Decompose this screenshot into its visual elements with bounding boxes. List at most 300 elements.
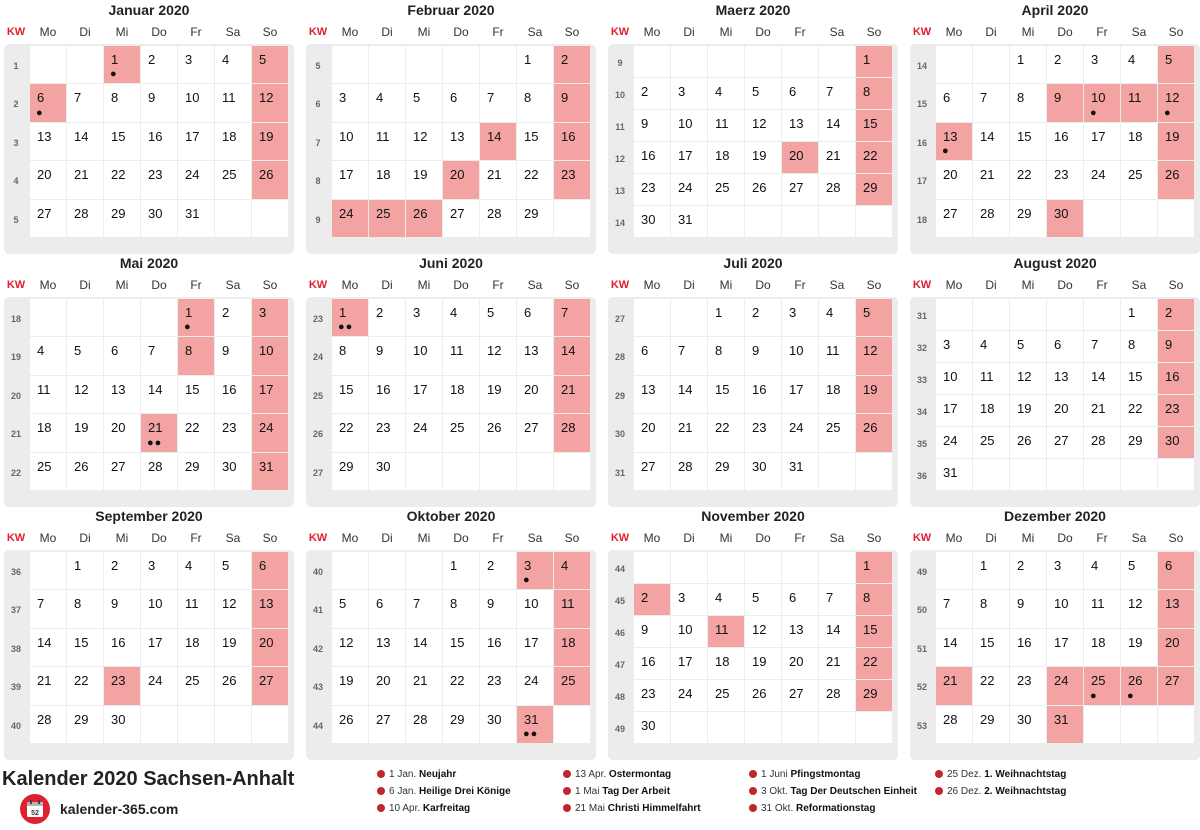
day-cell[interactable]: 8 [1010, 84, 1046, 121]
day-cell[interactable]: 21 [819, 648, 855, 679]
day-cell[interactable]: 8 [443, 590, 479, 627]
day-cell[interactable]: 24 [141, 667, 177, 704]
day-cell[interactable]: 7 [936, 590, 972, 627]
day-cell[interactable]: 6 [1158, 552, 1194, 589]
day-cell[interactable]: 18 [708, 142, 744, 173]
day-cell[interactable]: 22 [517, 161, 553, 198]
day-cell[interactable]: 4 [819, 299, 855, 336]
day-cell[interactable]: 9 [1158, 331, 1194, 362]
day-cell[interactable]: 19 [67, 414, 103, 451]
day-cell[interactable]: 16 [1158, 363, 1194, 394]
day-cell[interactable]: 7 [1084, 331, 1120, 362]
day-cell[interactable]: 29 [973, 706, 1009, 743]
day-cell[interactable]: 23 [480, 667, 516, 704]
day-cell[interactable]: 30 [634, 712, 670, 743]
day-cell[interactable]: 19 [332, 667, 368, 704]
day-cell[interactable]: 14 [141, 376, 177, 413]
day-cell[interactable]: 9 [745, 337, 781, 374]
day-cell[interactable]: 19 [1010, 395, 1046, 426]
day-cell[interactable]: 16 [634, 648, 670, 679]
day-cell[interactable]: 19 [1121, 629, 1157, 666]
day-cell[interactable]: 23 [141, 161, 177, 198]
day-cell[interactable]: 8 [856, 78, 892, 109]
day-cell[interactable]: 18 [819, 376, 855, 413]
day-cell[interactable]: 28 [936, 706, 972, 743]
day-cell[interactable]: 27 [1158, 667, 1194, 704]
day-cell[interactable]: 24 [671, 174, 707, 205]
day-cell[interactable]: 11 [973, 363, 1009, 394]
day-cell[interactable]: 26 ● [1121, 667, 1157, 704]
day-cell[interactable]: 5 [252, 46, 288, 83]
day-cell[interactable]: 17 [671, 142, 707, 173]
day-cell[interactable]: 2 [104, 552, 140, 589]
day-cell[interactable]: 2 [554, 46, 590, 83]
day-cell[interactable]: 21 [480, 161, 516, 198]
day-cell[interactable]: 10 [141, 590, 177, 627]
day-cell[interactable]: 9 [554, 84, 590, 121]
day-cell[interactable]: 29 [178, 453, 214, 490]
day-cell[interactable]: 15 [178, 376, 214, 413]
day-cell[interactable]: 12 [745, 110, 781, 141]
day-cell[interactable]: 29 [1010, 200, 1046, 237]
day-cell[interactable]: 5 [67, 337, 103, 374]
day-cell[interactable]: 10 [671, 110, 707, 141]
day-cell[interactable]: 8 [104, 84, 140, 121]
day-cell[interactable]: 2 [215, 299, 251, 336]
day-cell[interactable]: 13 [517, 337, 553, 374]
day-cell[interactable]: 27 [369, 706, 405, 743]
day-cell[interactable]: 29 [1121, 427, 1157, 458]
day-cell[interactable]: 31 [178, 200, 214, 237]
day-cell[interactable]: 20 [634, 414, 670, 451]
day-cell[interactable]: 28 [671, 453, 707, 490]
day-cell[interactable]: 16 [215, 376, 251, 413]
day-cell[interactable]: 12 ● [1158, 84, 1194, 121]
day-cell[interactable]: 19 [856, 376, 892, 413]
day-cell[interactable]: 20 [252, 629, 288, 666]
day-cell[interactable]: 6 [104, 337, 140, 374]
day-cell[interactable]: 17 [178, 123, 214, 160]
day-cell[interactable]: 20 [936, 161, 972, 198]
day-cell[interactable]: 11 [819, 337, 855, 374]
day-cell[interactable]: 22 [1121, 395, 1157, 426]
day-cell[interactable]: 23 [1158, 395, 1194, 426]
day-cell[interactable]: 28 [406, 706, 442, 743]
day-cell[interactable]: 28 [819, 680, 855, 711]
day-cell[interactable]: 21 [30, 667, 66, 704]
day-cell[interactable]: 27 [634, 453, 670, 490]
day-cell[interactable]: 14 [406, 629, 442, 666]
day-cell[interactable]: 17 [332, 161, 368, 198]
day-cell[interactable]: 28 [30, 706, 66, 743]
day-cell[interactable]: 17 [252, 376, 288, 413]
day-cell[interactable]: 10 [1047, 590, 1083, 627]
day-cell[interactable]: 21 [1084, 395, 1120, 426]
day-cell[interactable]: 28 [973, 200, 1009, 237]
day-cell[interactable]: 11 [369, 123, 405, 160]
day-cell[interactable]: 26 [745, 680, 781, 711]
day-cell[interactable]: 1 [1010, 46, 1046, 83]
day-cell[interactable]: 6 [517, 299, 553, 336]
day-cell[interactable]: 13 ● [936, 123, 972, 160]
day-cell[interactable]: 7 [67, 84, 103, 121]
day-cell[interactable]: 24 [782, 414, 818, 451]
day-cell[interactable]: 16 [369, 376, 405, 413]
day-cell[interactable]: 13 [782, 616, 818, 647]
day-cell[interactable]: 12 [745, 616, 781, 647]
day-cell[interactable]: 30 [1047, 200, 1083, 237]
day-cell[interactable]: 22 [1010, 161, 1046, 198]
day-cell[interactable]: 10 [252, 337, 288, 374]
day-cell[interactable]: 26 [215, 667, 251, 704]
day-cell[interactable]: 25 [708, 174, 744, 205]
day-cell[interactable]: 4 [973, 331, 1009, 362]
day-cell[interactable]: 4 [708, 78, 744, 109]
day-cell[interactable]: 20 [1158, 629, 1194, 666]
day-cell[interactable]: 17 [671, 648, 707, 679]
day-cell[interactable]: 4 [554, 552, 590, 589]
day-cell[interactable]: 18 [1084, 629, 1120, 666]
day-cell[interactable]: 12 [1010, 363, 1046, 394]
day-cell[interactable]: 17 [406, 376, 442, 413]
day-cell[interactable]: 13 [104, 376, 140, 413]
day-cell[interactable]: 30 [1158, 427, 1194, 458]
day-cell[interactable]: 9 [634, 616, 670, 647]
day-cell[interactable]: 15 [973, 629, 1009, 666]
day-cell[interactable]: 17 [141, 629, 177, 666]
day-cell[interactable]: 2 [480, 552, 516, 589]
day-cell[interactable]: 19 [406, 161, 442, 198]
day-cell[interactable]: 8 [178, 337, 214, 374]
day-cell[interactable]: 7 [671, 337, 707, 374]
day-cell[interactable]: 12 [480, 337, 516, 374]
day-cell[interactable]: 26 [332, 706, 368, 743]
day-cell[interactable]: 22 [973, 667, 1009, 704]
day-cell[interactable]: 8 [708, 337, 744, 374]
day-cell[interactable]: 25 ● [1084, 667, 1120, 704]
day-cell[interactable]: 30 [1010, 706, 1046, 743]
day-cell[interactable]: 4 [30, 337, 66, 374]
day-cell[interactable]: 25 [1121, 161, 1157, 198]
day-cell[interactable]: 16 [1010, 629, 1046, 666]
day-cell[interactable]: 7 [406, 590, 442, 627]
day-cell[interactable]: 18 [1121, 123, 1157, 160]
day-cell[interactable]: 18 [973, 395, 1009, 426]
day-cell[interactable]: 14 [480, 123, 516, 160]
day-cell[interactable]: 24 [1047, 667, 1083, 704]
day-cell[interactable]: 7 [30, 590, 66, 627]
day-cell[interactable]: 1 ● [178, 299, 214, 336]
day-cell[interactable]: 6 [1047, 331, 1083, 362]
day-cell[interactable]: 1 [856, 552, 892, 583]
day-cell[interactable]: 5 [215, 552, 251, 589]
day-cell[interactable]: 4 [443, 299, 479, 336]
day-cell[interactable]: 11 [1084, 590, 1120, 627]
day-cell[interactable]: 2 [141, 46, 177, 83]
day-cell[interactable]: 5 [1121, 552, 1157, 589]
day-cell[interactable]: 6 [936, 84, 972, 121]
day-cell[interactable]: 13 [782, 110, 818, 141]
day-cell[interactable]: 12 [252, 84, 288, 121]
day-cell[interactable]: 15 [104, 123, 140, 160]
day-cell[interactable]: 26 [480, 414, 516, 451]
day-cell[interactable]: 29 [517, 200, 553, 237]
day-cell[interactable]: 15 [856, 110, 892, 141]
day-cell[interactable]: 18 [708, 648, 744, 679]
day-cell[interactable]: 16 [554, 123, 590, 160]
day-cell[interactable]: 12 [67, 376, 103, 413]
day-cell[interactable]: 3 [406, 299, 442, 336]
day-cell[interactable]: 30 [104, 706, 140, 743]
day-cell[interactable]: 27 [252, 667, 288, 704]
day-cell[interactable]: 21 [67, 161, 103, 198]
day-cell[interactable]: 3 [178, 46, 214, 83]
day-cell[interactable]: 9 [215, 337, 251, 374]
day-cell[interactable]: 29 [104, 200, 140, 237]
day-cell[interactable]: 15 [443, 629, 479, 666]
day-cell[interactable]: 3 [1047, 552, 1083, 589]
day-cell[interactable]: 19 [480, 376, 516, 413]
day-cell[interactable]: 25 [443, 414, 479, 451]
day-cell[interactable]: 9 [1047, 84, 1083, 121]
day-cell[interactable]: 28 [1084, 427, 1120, 458]
day-cell[interactable]: 13 [443, 123, 479, 160]
day-cell[interactable]: 2 [1047, 46, 1083, 83]
day-cell[interactable]: 29 [443, 706, 479, 743]
day-cell[interactable]: 8 [856, 584, 892, 615]
day-cell[interactable]: 24 [178, 161, 214, 198]
day-cell[interactable]: 14 [973, 123, 1009, 160]
day-cell[interactable]: 20 [782, 648, 818, 679]
day-cell[interactable]: 25 [973, 427, 1009, 458]
day-cell[interactable]: 19 [252, 123, 288, 160]
day-cell[interactable]: 21 [554, 376, 590, 413]
day-cell[interactable]: 20 [369, 667, 405, 704]
day-cell[interactable]: 13 [369, 629, 405, 666]
day-cell[interactable]: 7 [141, 337, 177, 374]
day-cell[interactable]: 10 [332, 123, 368, 160]
day-cell[interactable]: 16 [104, 629, 140, 666]
day-cell[interactable]: 26 [1010, 427, 1046, 458]
day-cell[interactable]: 6 [782, 78, 818, 109]
day-cell[interactable]: 23 [104, 667, 140, 704]
day-cell[interactable]: 1 [1121, 299, 1157, 330]
day-cell[interactable]: 27 [1047, 427, 1083, 458]
day-cell[interactable]: 24 [1084, 161, 1120, 198]
day-cell[interactable]: 6 [634, 337, 670, 374]
day-cell[interactable]: 31 [671, 206, 707, 237]
day-cell[interactable]: 1 [856, 46, 892, 77]
day-cell[interactable]: 3 [141, 552, 177, 589]
day-cell[interactable]: 21 [936, 667, 972, 704]
day-cell[interactable]: 28 [480, 200, 516, 237]
day-cell[interactable]: 8 [332, 337, 368, 374]
day-cell[interactable]: 30 [141, 200, 177, 237]
day-cell[interactable]: 10 [178, 84, 214, 121]
day-cell[interactable]: 16 [1047, 123, 1083, 160]
day-cell[interactable]: 3 [782, 299, 818, 336]
day-cell[interactable]: 15 [1010, 123, 1046, 160]
day-cell[interactable]: 14 [819, 110, 855, 141]
day-cell[interactable]: 6 [369, 590, 405, 627]
day-cell[interactable]: 5 [480, 299, 516, 336]
day-cell[interactable]: 1 [708, 299, 744, 336]
day-cell[interactable]: 23 [1047, 161, 1083, 198]
day-cell[interactable]: 2 [1158, 299, 1194, 330]
day-cell[interactable]: 2 [1010, 552, 1046, 589]
day-cell[interactable]: 4 [708, 584, 744, 615]
day-cell[interactable]: 28 [141, 453, 177, 490]
day-cell[interactable]: 9 [141, 84, 177, 121]
day-cell[interactable]: 1 ● [104, 46, 140, 83]
day-cell[interactable]: 26 [856, 414, 892, 451]
day-cell[interactable]: 3 [332, 84, 368, 121]
day-cell[interactable]: 3 [671, 78, 707, 109]
day-cell[interactable]: 4 [215, 46, 251, 83]
day-cell[interactable]: 15 [517, 123, 553, 160]
day-cell[interactable]: 20 [443, 161, 479, 198]
day-cell[interactable]: 22 [708, 414, 744, 451]
day-cell[interactable]: 5 [856, 299, 892, 336]
day-cell[interactable]: 30 [634, 206, 670, 237]
day-cell[interactable]: 1 [517, 46, 553, 83]
day-cell[interactable]: 18 [443, 376, 479, 413]
day-cell[interactable]: 10 [517, 590, 553, 627]
day-cell[interactable]: 21 [973, 161, 1009, 198]
day-cell[interactable]: 7 [819, 78, 855, 109]
day-cell[interactable]: 14 [554, 337, 590, 374]
day-cell[interactable]: 19 [745, 648, 781, 679]
day-cell[interactable]: 11 [554, 590, 590, 627]
day-cell[interactable]: 18 [369, 161, 405, 198]
day-cell[interactable]: 27 [936, 200, 972, 237]
day-cell[interactable]: 16 [141, 123, 177, 160]
day-cell[interactable]: 4 [178, 552, 214, 589]
day-cell[interactable]: 21 [406, 667, 442, 704]
day-cell[interactable]: 27 [782, 680, 818, 711]
day-cell[interactable]: 14 [671, 376, 707, 413]
day-cell[interactable]: 2 [634, 78, 670, 109]
day-cell[interactable]: 4 [1084, 552, 1120, 589]
day-cell[interactable]: 6 ● [30, 84, 66, 121]
day-cell[interactable]: 22 [856, 648, 892, 679]
day-cell[interactable]: 12 [332, 629, 368, 666]
day-cell[interactable]: 19 [745, 142, 781, 173]
day-cell[interactable]: 14 [1084, 363, 1120, 394]
day-cell[interactable]: 23 [554, 161, 590, 198]
day-cell[interactable]: 4 [1121, 46, 1157, 83]
day-cell[interactable]: 18 [30, 414, 66, 451]
day-cell[interactable]: 20 [782, 142, 818, 173]
day-cell[interactable]: 5 [332, 590, 368, 627]
day-cell[interactable]: 30 [745, 453, 781, 490]
day-cell[interactable]: 13 [252, 590, 288, 627]
day-cell[interactable]: 11 [215, 84, 251, 121]
day-cell[interactable]: 24 [671, 680, 707, 711]
day-cell[interactable]: 17 [1047, 629, 1083, 666]
day-cell[interactable]: 25 [554, 667, 590, 704]
day-cell[interactable]: 26 [67, 453, 103, 490]
day-cell[interactable]: 25 [30, 453, 66, 490]
day-cell[interactable]: 10 [936, 363, 972, 394]
day-cell[interactable]: 22 [178, 414, 214, 451]
day-cell[interactable]: 28 [554, 414, 590, 451]
day-cell[interactable]: 5 [406, 84, 442, 121]
day-cell[interactable]: 23 [745, 414, 781, 451]
day-cell[interactable]: 28 [67, 200, 103, 237]
day-cell[interactable]: 5 [1158, 46, 1194, 83]
day-cell[interactable]: 29 [332, 453, 368, 490]
day-cell[interactable]: 12 [406, 123, 442, 160]
day-cell[interactable]: 8 [973, 590, 1009, 627]
day-cell[interactable]: 25 [369, 200, 405, 237]
day-cell[interactable]: 3 [936, 331, 972, 362]
day-cell[interactable]: 16 [634, 142, 670, 173]
day-cell[interactable]: 25 [178, 667, 214, 704]
day-cell[interactable]: 16 [745, 376, 781, 413]
day-cell[interactable]: 2 [634, 584, 670, 615]
day-cell[interactable]: 1 ●● [332, 299, 368, 336]
day-cell[interactable]: 18 [215, 123, 251, 160]
day-cell[interactable]: 9 [104, 590, 140, 627]
day-cell[interactable]: 8 [67, 590, 103, 627]
day-cell[interactable]: 13 [634, 376, 670, 413]
day-cell[interactable]: 31 [782, 453, 818, 490]
day-cell[interactable]: 20 [30, 161, 66, 198]
day-cell[interactable]: 27 [517, 414, 553, 451]
day-cell[interactable]: 22 [332, 414, 368, 451]
day-cell[interactable]: 21 [819, 142, 855, 173]
day-cell[interactable]: 12 [856, 337, 892, 374]
day-cell[interactable]: 13 [1158, 590, 1194, 627]
day-cell[interactable]: 11 [708, 110, 744, 141]
day-cell[interactable]: 11 [178, 590, 214, 627]
day-cell[interactable]: 24 [936, 427, 972, 458]
day-cell[interactable]: 25 [819, 414, 855, 451]
day-cell[interactable]: 8 [517, 84, 553, 121]
day-cell[interactable]: 21 ●● [141, 414, 177, 451]
day-cell[interactable]: 11 [708, 616, 744, 647]
day-cell[interactable]: 14 [30, 629, 66, 666]
day-cell[interactable]: 22 [443, 667, 479, 704]
day-cell[interactable]: 18 [554, 629, 590, 666]
day-cell[interactable]: 14 [819, 616, 855, 647]
day-cell[interactable]: 12 [215, 590, 251, 627]
day-cell[interactable]: 5 [745, 78, 781, 109]
day-cell[interactable]: 22 [104, 161, 140, 198]
day-cell[interactable]: 14 [67, 123, 103, 160]
day-cell[interactable]: 24 [252, 414, 288, 451]
day-cell[interactable]: 1 [973, 552, 1009, 589]
day-cell[interactable]: 24 [332, 200, 368, 237]
day-cell[interactable]: 3 [671, 584, 707, 615]
day-cell[interactable]: 5 [1010, 331, 1046, 362]
day-cell[interactable]: 26 [252, 161, 288, 198]
day-cell[interactable]: 17 [936, 395, 972, 426]
day-cell[interactable]: 15 [332, 376, 368, 413]
day-cell[interactable]: 9 [480, 590, 516, 627]
day-cell[interactable]: 27 [30, 200, 66, 237]
day-cell[interactable]: 3 ● [517, 552, 553, 589]
day-cell[interactable]: 12 [1121, 590, 1157, 627]
day-cell[interactable]: 9 [1010, 590, 1046, 627]
day-cell[interactable]: 31 [252, 453, 288, 490]
day-cell[interactable]: 3 [252, 299, 288, 336]
day-cell[interactable]: 19 [215, 629, 251, 666]
day-cell[interactable]: 29 [67, 706, 103, 743]
day-cell[interactable]: 10 [671, 616, 707, 647]
day-cell[interactable]: 24 [406, 414, 442, 451]
